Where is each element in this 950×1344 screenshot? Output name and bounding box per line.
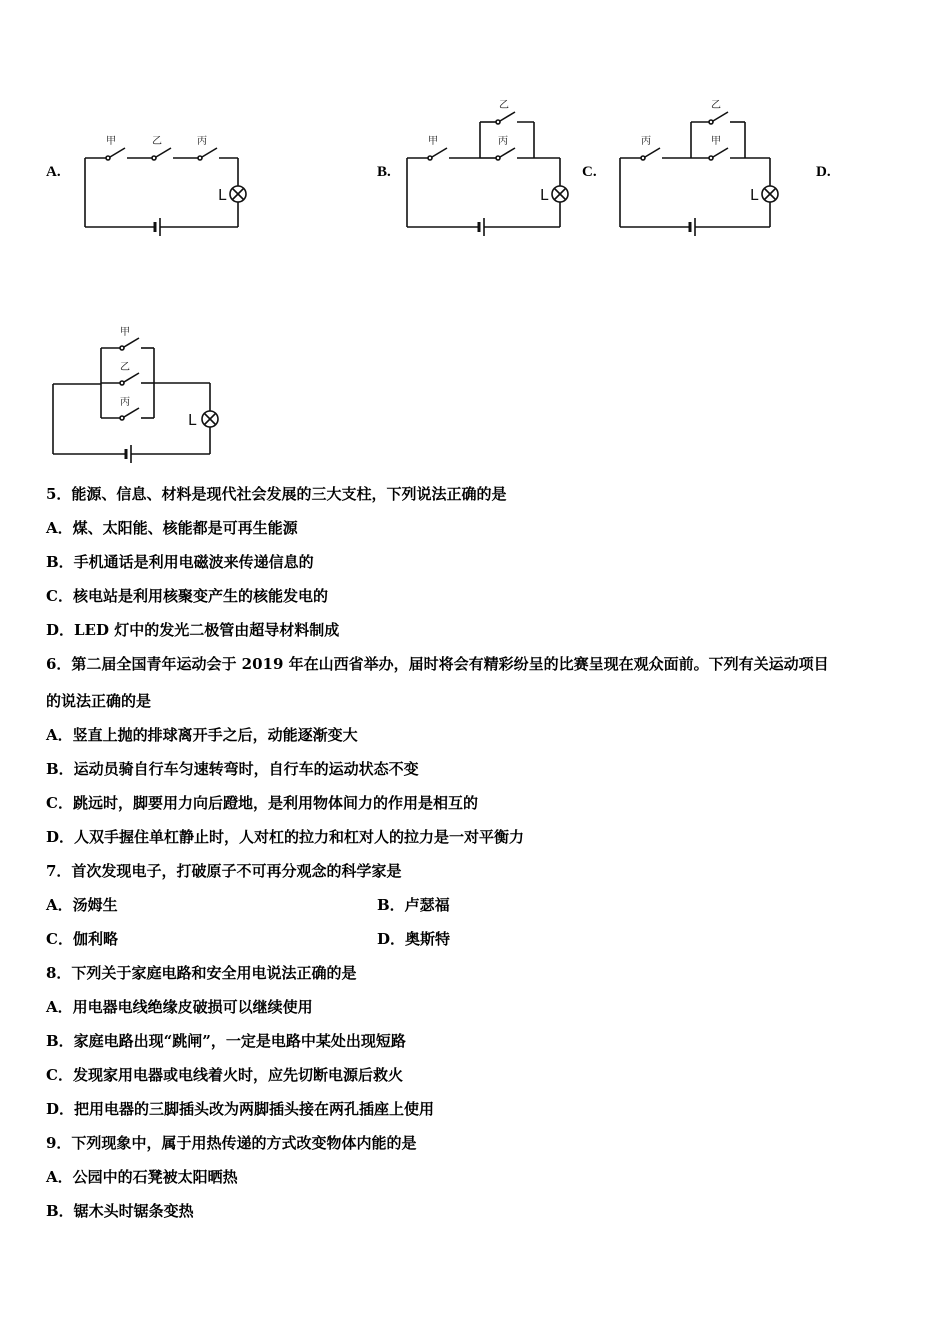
switch-label-yi: 乙 xyxy=(120,362,130,373)
question-8-option-d: D．把用电器的三脚插头改为两脚插头接在两孔插座上使用 xyxy=(46,1100,435,1118)
question-8-option-b: B．家庭电路出现“跳闸”，一定是电路中某处出现短路 xyxy=(46,1032,406,1050)
question-9-option-b: B．锯木头时锯条变热 xyxy=(46,1202,194,1220)
question-5-option-a: A．煤、太阳能、核能都是可再生能源 xyxy=(46,519,298,537)
lamp-label: L xyxy=(540,186,549,204)
lamp-label: L xyxy=(750,186,759,204)
switch-label-yi: 乙 xyxy=(152,136,162,147)
switch-label-yi: 乙 xyxy=(499,100,509,111)
question-7-option-a: A．汤姆生 xyxy=(46,896,118,914)
question-6-stem-cont: 的说法正确的是 xyxy=(46,692,152,710)
question-5-option-d: D．LED 灯中的发光二极管由超导材料制成 xyxy=(46,621,340,639)
question-9-stem: 9．下列现象中，属于用热传递的方式改变物体内能的是 xyxy=(46,1134,417,1152)
circuit-diagram-b xyxy=(402,98,582,243)
switch-label-jia: 甲 xyxy=(711,136,721,147)
switch-label-bing: 丙 xyxy=(498,136,508,147)
question-5-stem: 5．能源、信息、材料是现代社会发展的三大支柱，下列说法正确的是 xyxy=(46,485,507,503)
question-6-option-a: A．竖直上抛的排球离开手之后，动能逐渐变大 xyxy=(46,726,358,744)
question-5-option-b: B．手机通话是利用电磁波来传递信息的 xyxy=(46,553,314,571)
option-a-label: A. xyxy=(46,164,61,180)
circuit-diagram-c xyxy=(615,98,795,243)
question-6-option-c: C．跳远时，脚要用力向后蹬地，是利用物体间力的作用是相互的 xyxy=(46,794,478,812)
switch-label-bing: 丙 xyxy=(120,397,130,408)
question-8-option-a: A．用电器电线绝缘皮破损可以继续使用 xyxy=(46,998,313,1016)
question-7-option-d: D．奥斯特 xyxy=(377,930,451,948)
switch-label-bing: 丙 xyxy=(641,136,651,147)
option-b-label: B. xyxy=(377,164,391,180)
option-d-label: D. xyxy=(816,164,831,180)
question-8-stem: 8．下列关于家庭电路和安全用电说法正确的是 xyxy=(46,964,357,982)
question-8-option-c: C．发现家用电器或电线着火时，应先切断电源后救火 xyxy=(46,1066,403,1084)
lamp-label: L xyxy=(218,186,227,204)
lamp-label: L xyxy=(188,411,197,429)
circuit-diagram-a xyxy=(80,130,260,240)
question-7-stem: 7．首次发现电子，打破原子不可再分观念的科学家是 xyxy=(46,862,402,880)
switch-label-jia: 甲 xyxy=(428,136,438,147)
switch-label-jia: 甲 xyxy=(106,136,116,147)
question-7-option-b: B．卢瑟福 xyxy=(377,896,450,914)
switch-label-jia: 甲 xyxy=(120,327,130,338)
question-7-option-c: C．伽利略 xyxy=(46,930,118,948)
option-c-label: C. xyxy=(582,164,597,180)
question-9-option-a: A．公园中的石凳被太阳晒热 xyxy=(46,1168,238,1186)
switch-label-yi: 乙 xyxy=(711,100,721,111)
question-5-option-c: C．核电站是利用核聚变产生的核能发电的 xyxy=(46,587,328,605)
question-6-option-d: D．人双手握住单杠静止时，人对杠的拉力和杠对人的拉力是一对平衡力 xyxy=(46,828,525,846)
question-6-option-b: B．运动员骑自行车匀速转弯时，自行车的运动状态不变 xyxy=(46,760,419,778)
question-6-stem: 6．第二届全国青年运动会于 2019 年在山西省举办，届时将会有精彩纷呈的比赛呈现在观众面前。下列有关运动项目 xyxy=(46,655,829,673)
switch-label-bing: 丙 xyxy=(197,136,207,147)
circuit-diagram-d xyxy=(48,322,228,467)
